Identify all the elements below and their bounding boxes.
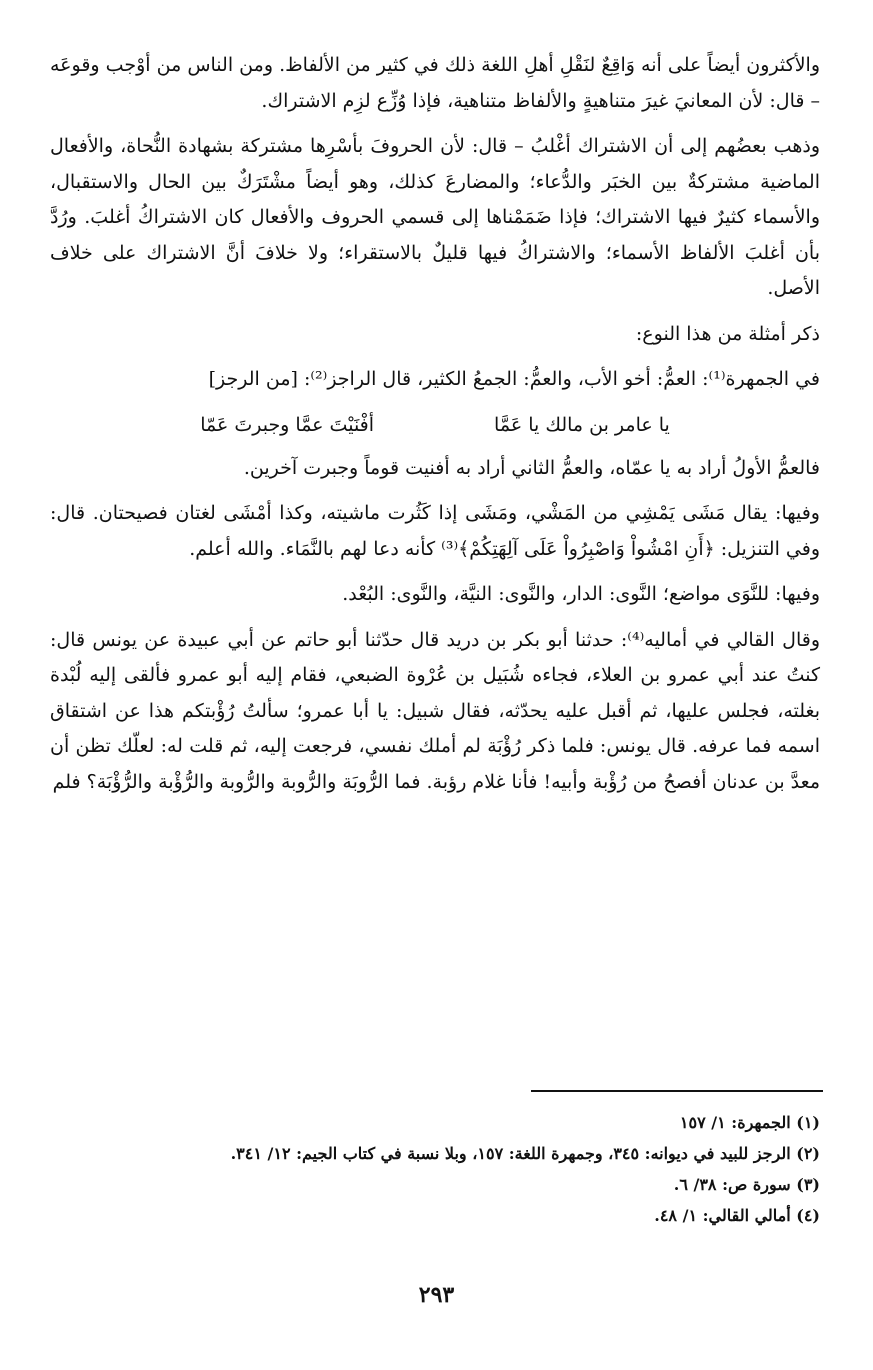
footnote: (٢) الرجز للبيد في ديوانه: ٣٤٥، وجمهرة اللغة: ١٥٧، وبلا نسبة في كتاب الجيم: ١٢/ ٣٤١. xyxy=(230,1144,820,1163)
footnotes xyxy=(50,1107,820,1231)
main-text xyxy=(50,48,820,810)
paragraph: وفيها: يقال مَشَى يَمْشِي من المَشْي، ومَشَى إذا كَثُرت ماشيته، وكذا أمْشَى لغتان فصيحتان. قال: وفي التنزيل: ﴿أَنِ امْشُواْ وَاصْبِرُواْ عَلَى آلِهَتِكُمْ﴾⁽³⁾ كأنه دعا لهم بالنَّمَاء. والله أعلم. xyxy=(50,502,820,560)
footnote: (١) الجمهرة: ١/ ١٥٧ xyxy=(679,1113,820,1132)
footnote: (٣) سورة ص: ٣٨/ ٦. xyxy=(673,1175,820,1194)
paragraph: في الجمهرة⁽¹⁾: العمُّ: أخو الأب، والعمُّ: الجمعُ الكثير، قال الراجز⁽²⁾: [من الرجز] xyxy=(208,368,820,390)
paragraph: فالعمُّ الأولُ أراد به يا عمّاه، والعمُّ الثاني أراد به أفنيت قوماً وجبرت آخرين. xyxy=(243,456,820,479)
paragraph: وفيها: للنَّوَى مواضع؛ النَّوى: الدار، والنَّوى: النيَّة، والنَّوى: البُعْد. xyxy=(342,583,820,605)
paragraph: وقال القالي في أماليه⁽⁴⁾: حدثنا أبو بكر بن دريد قال حدّثنا أبو حاتم عن أبي عبيدة عن يونس قال: كنتُ عند أبي عمرو بن العلاء، فجاءه شُبَيل بن عُرْوة الضبعي، فقام إليه أبو عمرو فألقى إليه لُبْدة بغلته، فجلس عليها، ثم أقبل عليه يحدّثه، فقال شبيل: يا أبا عمرو؛ سألتُ رُؤْبتكم هذا عن اشتقاق اسمه فما عرفه. قال يونس: فلما ذكر رُؤْبَة لم أملك نفسي، فرجعت إليه، ثم قلت له: لعلّك تظن أن معدَّ بن عدنان أفصحُ من رُؤْبة وأبيه! فأنا غلام رؤبة. فما الرُّوبَة والرُّوبة والرُّوبة والرُّؤْبة والرُّؤْبَة؟ فلم xyxy=(50,628,820,793)
verse-second-hemistich: أفْنَيْتَ عمَّا وجبرتَ عَمّا xyxy=(200,413,375,436)
poetry-verse xyxy=(50,408,820,443)
paragraph: والأكثرون أيضاً على أنه وَاقِعٌ لنَقْلِ أهلِ اللغة ذلك في كثير من الألفاظ. ومن الناس من أوْجب وقوعَه – قال: لأن المعانيَ غيرَ متناهيةٍ والألفاظ متناهية، فإذا وُزِّع لزِم الاشتراك. xyxy=(50,54,820,112)
footnote: (٤) أمالي القالي: ١/ ٤٨. xyxy=(654,1206,820,1225)
page-number: ٢٩٣ xyxy=(418,1282,455,1308)
footnote-divider xyxy=(531,1090,823,1092)
paragraph: وذهب بعضُهم إلى أن الاشتراك أغْلبُ – قال: لأن الحروفَ بأسْرِها مشتركة بشهادة النُّحاة، والأفعال الماضية مشتركةٌ بين الخبَر والدُّعاء؛ والمضارعَ كذلك، وهو أيضاً مشْتَرَكٌ بين الحال والاستقبال، والأسماء كثيرٌ فيها الاشتراك؛ فإذا ضَمَمْناها إلى قسمي الحروف والأفعال كان الاشتراكُ أغلبَ. ورُدَّ بأن أغلبَ الألفاظ الأسماء؛ والاشتراكُ فيها قليلٌ بالاستقراء؛ ولا خلافَ أنَّ الاشتراك على خلاف الأصل. xyxy=(50,135,820,299)
paragraph: ذكر أمثلة من هذا النوع: xyxy=(635,322,820,345)
verse-first-hemistich: يا عامر بن مالك يا عَمَّا xyxy=(494,413,670,436)
